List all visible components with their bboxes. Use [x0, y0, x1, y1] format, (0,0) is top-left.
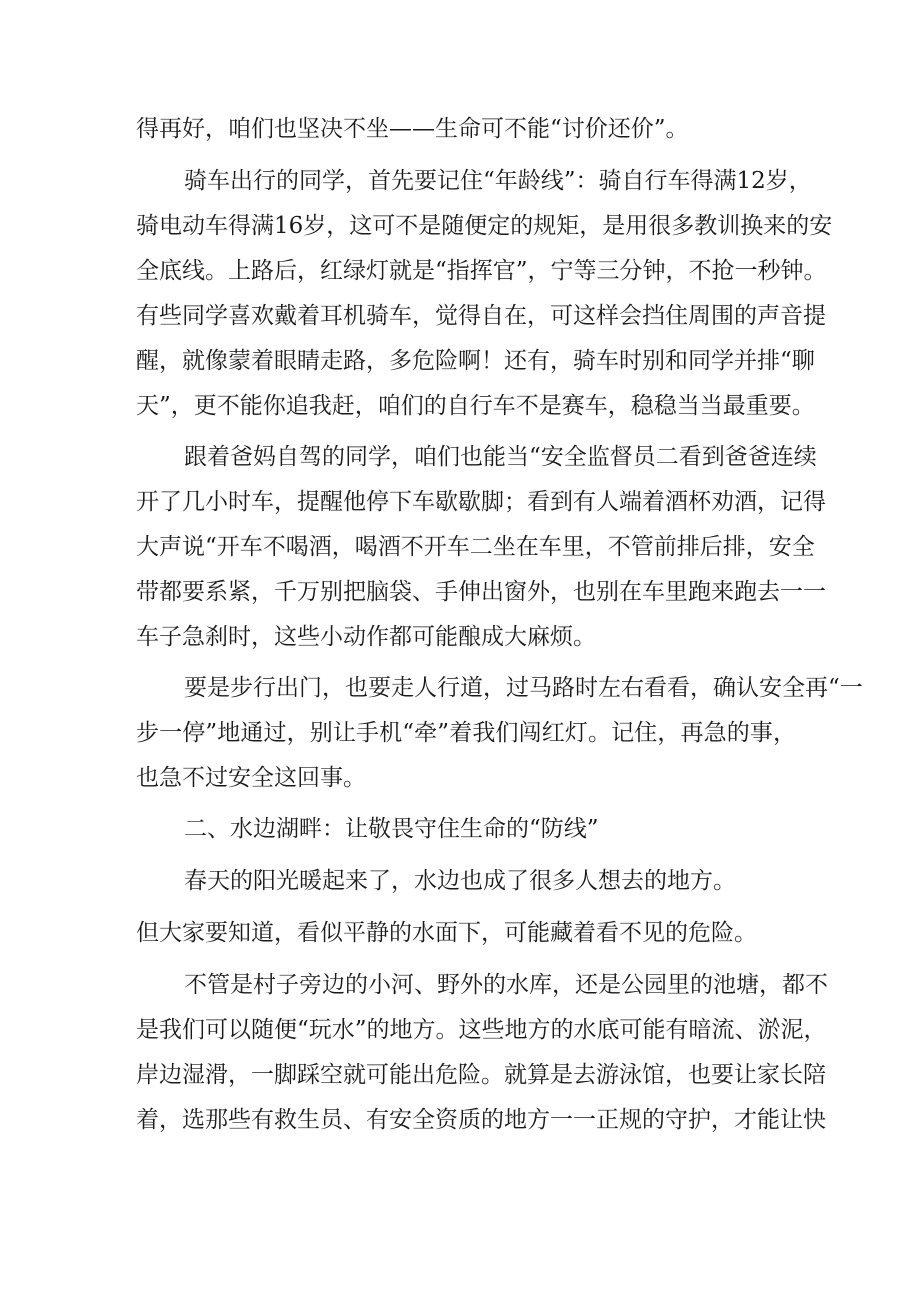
text-line: 着，选那些有救生员、有安全资质的地方一一正规的守护，才能让快: [136, 1107, 826, 1133]
text-line: 开了几小时车，提醒他停下车歇歇脚；看到有人端着酒杯劝酒，记得: [136, 489, 826, 515]
text-line: 岸边湿滑，一脚踩空就可能出危险。就算是去游泳馆，也要让家长陪: [136, 1062, 826, 1088]
text-line: 不管是村子旁边的小河、野外的水库，还是公园里的池塘，都不: [184, 972, 828, 998]
text-line: 跟着爸妈自驾的同学，咱们也能当“安全监督员二看到爸爸连续: [184, 444, 817, 470]
text-line: 骑电动车得满16岁，这可不是随便定的规矩，是用很多教训换来的安: [136, 213, 833, 239]
text-line: 醒，就像蒙着眼睛走路，多危险啊！还有，骑车时别和同学并排“聊: [136, 348, 815, 374]
text-line: 大声说“开车不喝酒，喝酒不开车二坐在车里，不管前排后排，安全: [136, 534, 815, 560]
text-line: 是我们可以随便“玩水”的地方。这些地方的水底可能有暗流、淤泥，: [136, 1017, 827, 1043]
section-heading: 二、水边湖畔：让敬畏守住生命的“防线”: [184, 816, 599, 842]
text-line: 车子急刹时，这些小动作都可能酿成大麻烦。: [136, 624, 596, 650]
text-line: 得再好，咱们也坚决不坐——生命可不能“讨价还价”。: [136, 116, 689, 142]
text-line: 骑车出行的同学，首先要记住“年龄线”：骑自行车得满12岁，: [184, 168, 812, 194]
text-line: 天”，更不能你追我赶，咱们的自行车不是赛车，稳稳当当最重要。: [136, 393, 815, 419]
text-line: 但大家要知道，看似平静的水面下，可能藏着看不见的危险。: [136, 920, 757, 946]
text-line: 要是步行出门，也要走人行道，过马路时左右看看，确认安全再“一: [184, 675, 863, 701]
text-line: 带都要系紧，千万别把脑袋、手伸出窗外，也别在车里跑来跑去一一: [136, 579, 826, 605]
text-line: 步一停”地通过，别让手机“牵”着我们闯红灯。记住，再急的事，: [136, 720, 796, 746]
text-line: 有些同学喜欢戴着耳机骑车，觉得自在，可这样会挡住周围的声音提: [136, 303, 826, 329]
text-line: 也急不过安全这回事。: [136, 765, 366, 791]
text-line: 全底线。上路后，红绿灯就是“指挥官”，宁等三分钟，不抢一秒钟。: [136, 258, 827, 284]
text-line: 春天的阳光暖起来了，水边也成了很多人想去的地方。: [184, 868, 736, 894]
